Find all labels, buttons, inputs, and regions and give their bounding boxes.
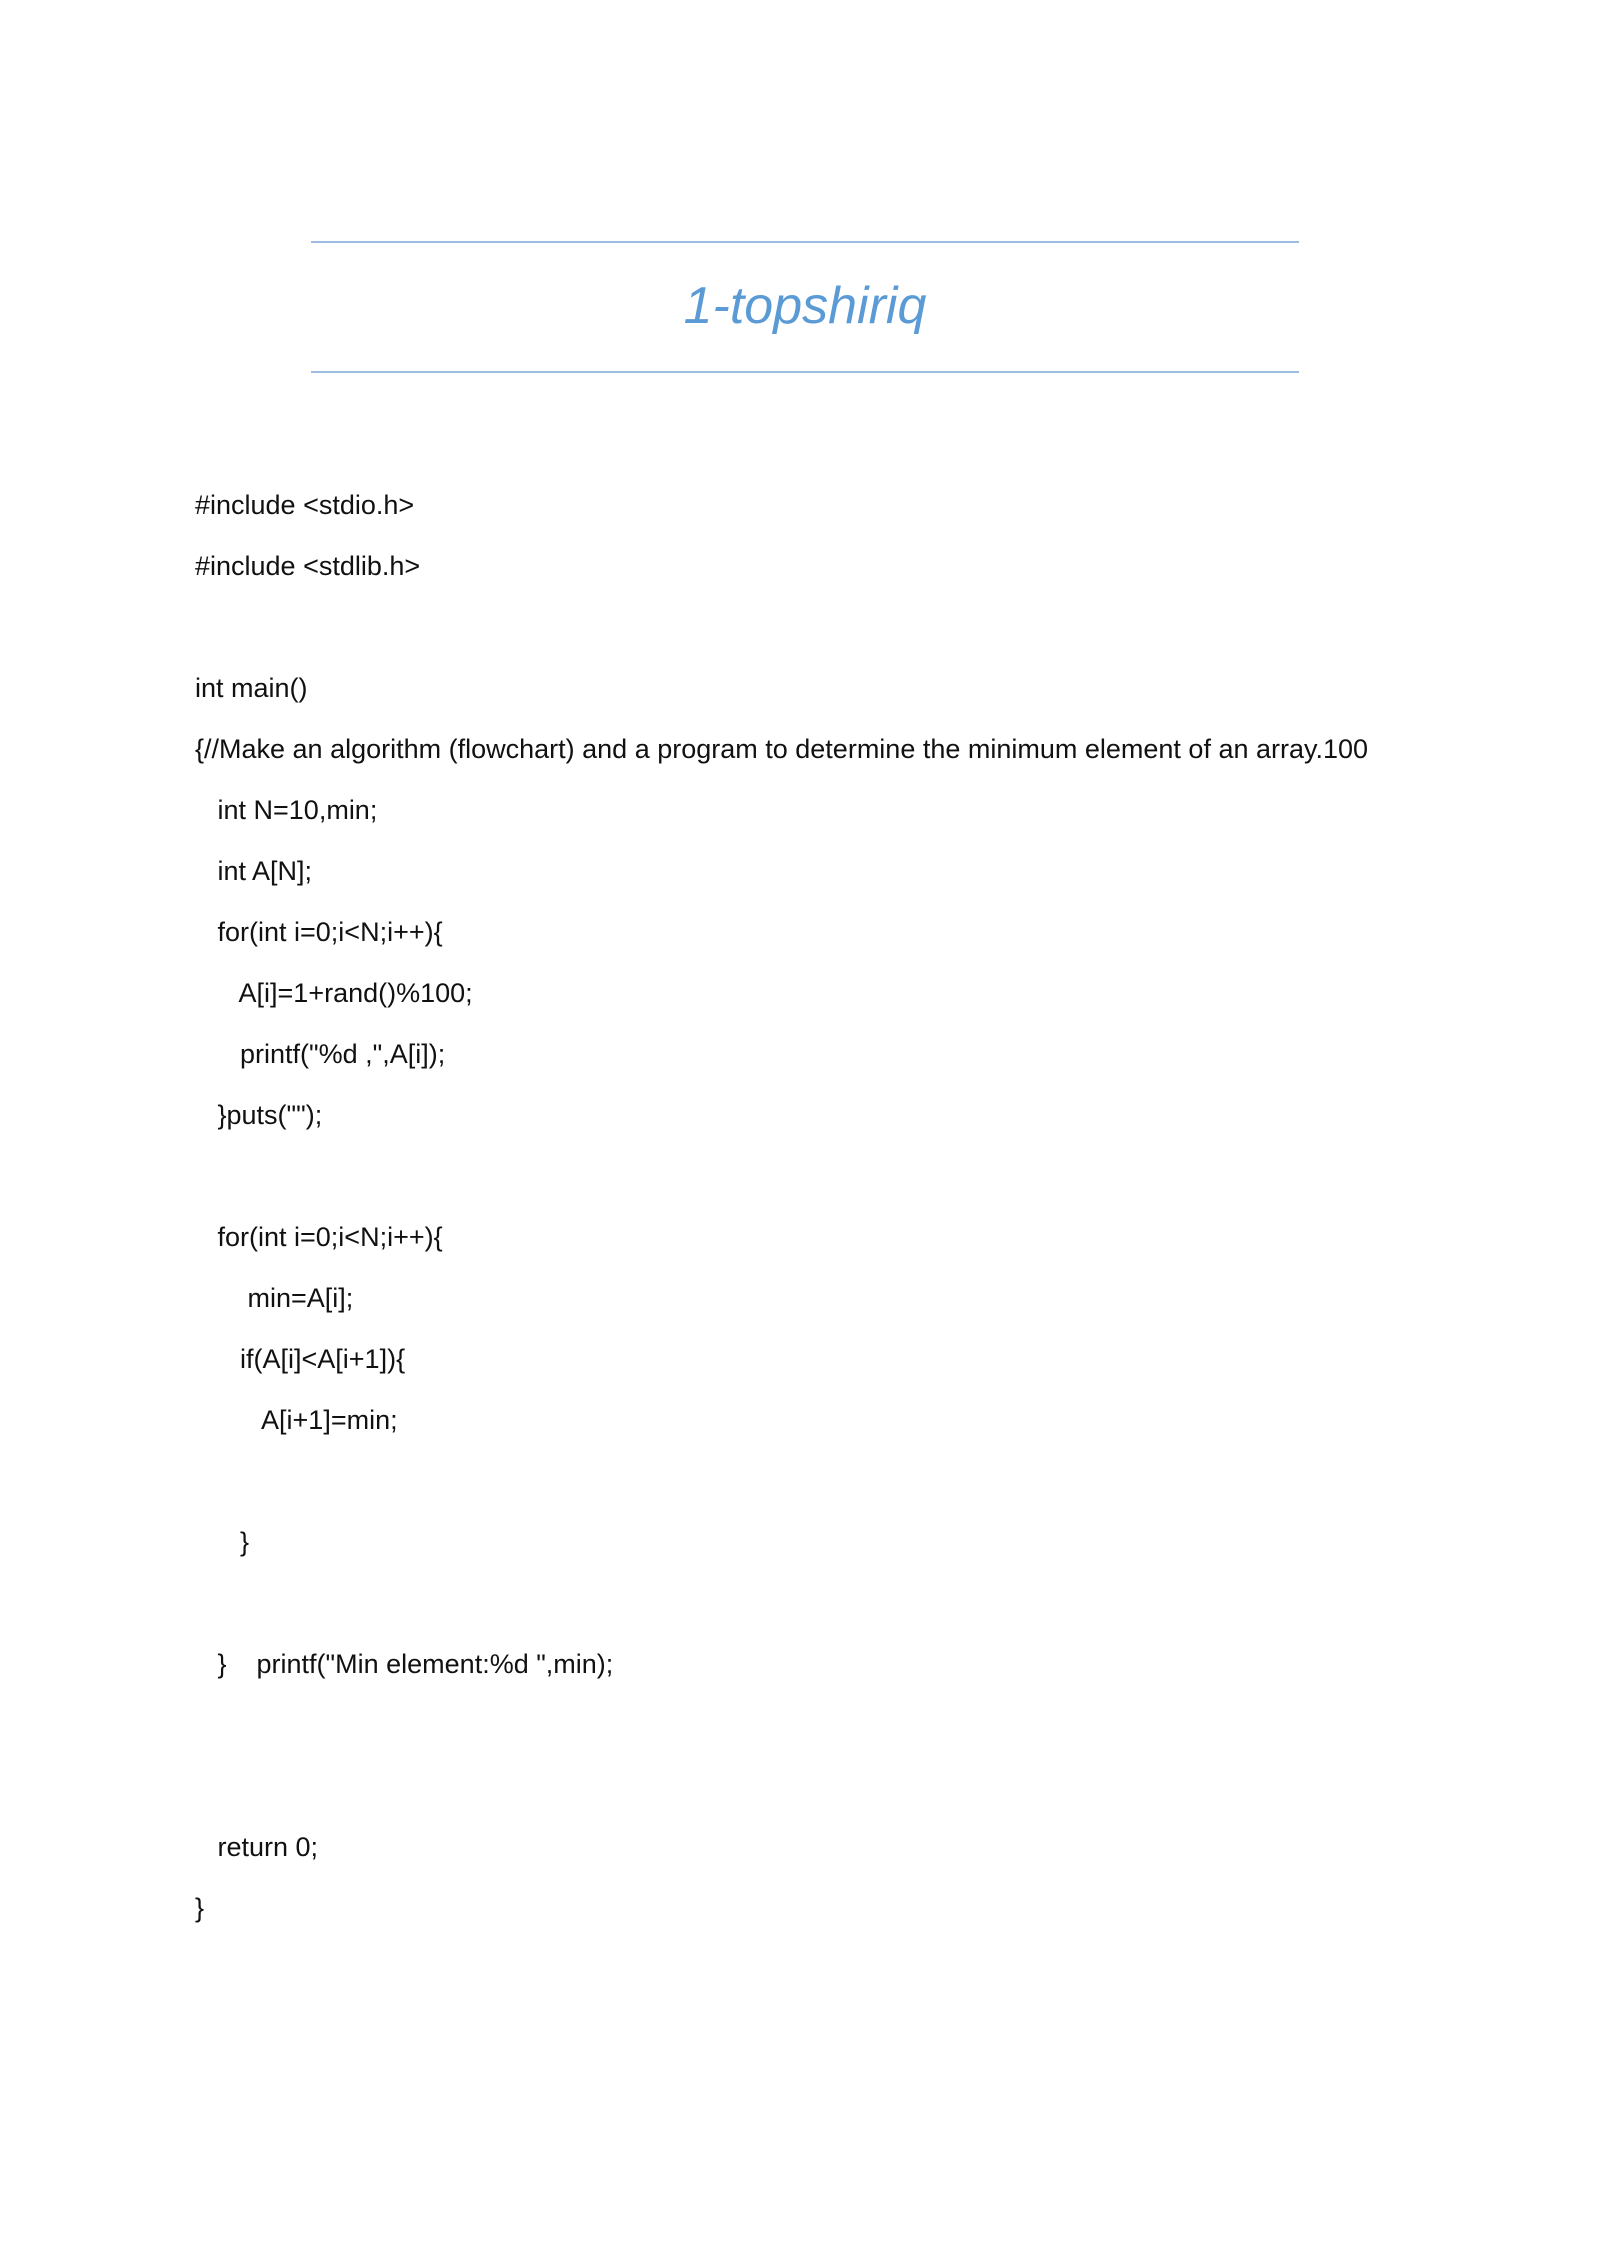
document-title: 1-topshiriq [683, 277, 927, 335]
code-line: int A[N]; [195, 856, 313, 886]
code-line: } printf("Min element:%d ",min); [195, 1649, 614, 1679]
code-line: #include <stdio.h> [195, 490, 415, 520]
code-line: A[i+1]=min; [195, 1405, 398, 1435]
code-line: #include <stdlib.h> [195, 551, 421, 581]
code-line: int main() [195, 673, 308, 703]
code-line: for(int i=0;i<N;i++){ [195, 1222, 443, 1252]
title-top-rule [311, 241, 1299, 243]
code-line: if(A[i]<A[i+1]){ [195, 1344, 406, 1374]
code-line: int N=10,min; [195, 795, 378, 825]
code-line: }puts(""); [195, 1100, 323, 1130]
code-line: } [195, 1527, 250, 1557]
code-line: return 0; [195, 1832, 319, 1862]
code-line: for(int i=0;i<N;i++){ [195, 917, 443, 947]
code-line: {//Make an algorithm (flowchart) and a program to determine the minimum element of an array.100 [195, 734, 1369, 764]
title-block [311, 241, 1299, 374]
code-line: A[i]=1+rand()%100; [195, 978, 473, 1008]
code-line: min=A[i]; [195, 1283, 354, 1313]
code-line: } [195, 1893, 205, 1923]
code-line: printf("%d ,",A[i]); [195, 1039, 446, 1069]
title-bottom-rule [311, 371, 1299, 373]
